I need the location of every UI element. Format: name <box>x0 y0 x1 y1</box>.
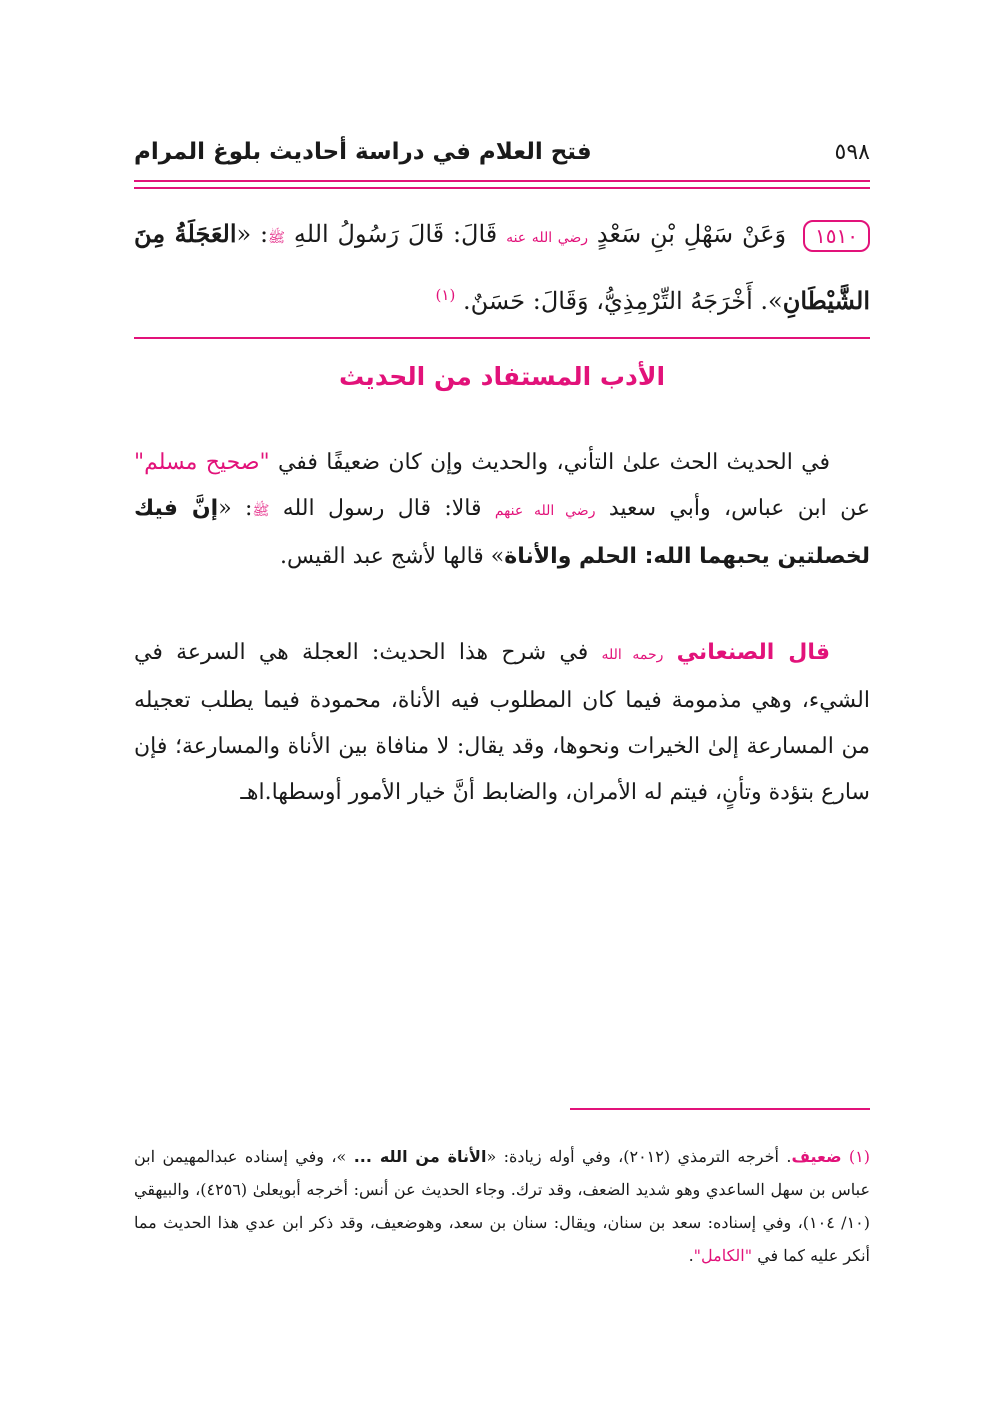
p1-t4: قالا: قال رسول الله <box>269 496 495 521</box>
p1-t1: في الحديث الحث علىٰ التأني، والحديث وإن كان ضعيفًا ففي <box>269 450 830 475</box>
honorific-salla: ﷺ <box>268 230 286 246</box>
p2-honorific: رحمه الله <box>601 647 664 663</box>
header-rule-bottom <box>134 187 870 189</box>
footnote-quote: الأناة من الله ... <box>353 1147 487 1166</box>
header-rule-top <box>134 180 870 182</box>
p2-text: في شرح هذا الحديث: العجلة هي السرعة في الشيء، وهي مذمومة فيما كان المطلوب فيه الأناة، محمودة فيما يطلب تعجيله من المسارعة إلىٰ الخيرات ونحوها، وقد يقال: لا منافاة بين الأناة والمسارعة؛ فإن سارع بتؤدة وتأنٍ، فيتم له الأمران، والضابط أنَّ خيار الأمور أوسطها.اهـ <box>134 640 870 805</box>
p2-author: قال الصنعاني <box>676 640 830 665</box>
footnote <box>134 1140 870 1272</box>
p1-t6: » قالها لأشج عبد القيس. <box>279 544 505 569</box>
footnote-separator <box>570 1108 870 1110</box>
paragraph-1 <box>134 440 870 580</box>
p1-honorific-salla: ﷺ <box>252 503 270 519</box>
page-header <box>134 132 870 172</box>
footnote-t2: »، وفي إسناده عبدالمهيمن ابن عباس بن سهل الساعدي وهو شديد الضعف، وقد ترك. وجاء الحديث عن أنس: أخرجه أبويعلىٰ (٤٢٥٦)، والبيهقي (١٠/ ١٠٤)، وفي إسناده: سعد بن سنان، ويقال: سنان بن سعد، وهوضعيف، وقد ذكر ابن عدي هذا الحديث مما أنكر عليه كما في <box>134 1147 871 1265</box>
hadith-part3: : « <box>236 220 269 248</box>
section-title: الأدب المستفاد من الحديث <box>338 362 666 391</box>
section-rule <box>134 337 870 339</box>
p1-t3: عن ابن عباس، وأبي سعيد <box>595 496 870 521</box>
hadith-quote: العَجَلَةُ مِنَ الشَّيْطَانِ <box>134 219 870 315</box>
hadith-text <box>134 205 870 330</box>
footnote-t1: . أخرجه الترمذي (٢٠١٢)، وفي أوله زيادة: « <box>486 1147 792 1166</box>
footnote-book: "الكامل" <box>693 1246 753 1265</box>
honorific-radiallahu: رضي الله عنه <box>506 230 589 246</box>
p1-honorific: رضي الله عنهم <box>494 503 596 519</box>
page-number: ٥٩٨ <box>834 139 870 165</box>
hadith-part2: قَالَ: قَالَ رَسُولُ اللهِ <box>293 220 498 248</box>
book-title: فتح العلام في دراسة أحاديث بلوغ المرام <box>134 139 592 165</box>
footnote-t3: . <box>688 1246 694 1265</box>
hadith-part1: وَعَنْ سَهْلِ بْنِ سَعْدٍ <box>596 220 787 248</box>
p1-t5: : « <box>218 496 253 521</box>
footnote-number: (١) <box>848 1147 871 1166</box>
paragraph-2 <box>134 630 870 816</box>
p1-quote: إنَّ فيك لخصلتين يحبهما الله: الحلم والأناة <box>134 496 870 569</box>
footnote-grade: ضعيف <box>791 1147 842 1166</box>
hadith-number-badge: ١٥١٠ <box>803 220 870 252</box>
p1-book-sahih-muslim: "صحيح مسلم" <box>134 450 270 475</box>
footnote-ref: (١) <box>435 286 456 304</box>
hadith-part4: ». أَخْرَجَهُ التِّرْمِذِيُّ، وَقَالَ: حَسَنٌ. <box>462 287 783 315</box>
